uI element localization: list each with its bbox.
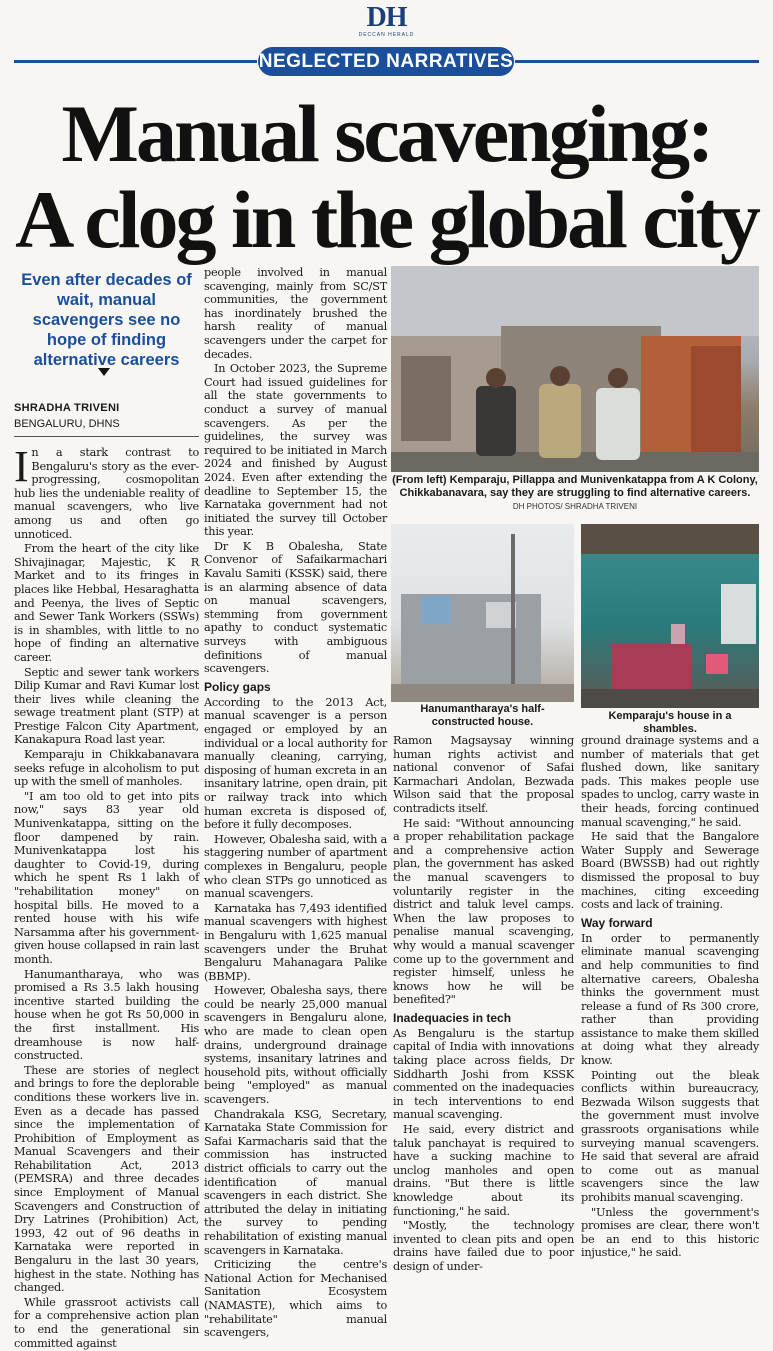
paragraph: However, Obalesha said, with a staggering number of apartment complexes in Bengaluru, people who clean STPs go unnoticed as manual scavengers. [204,832,387,901]
photo-credit: DH PHOTOS/ SHRADHA TRIVENI [512,502,638,511]
paragraph: Criticizing the centre's National Action for Mechanised Sanitation Ecosystem (NAMASTE), which aims to "rehabilitate" manual scavengers, [204,1258,387,1340]
paragraph: As Bengaluru is the startup capital of India with innovations taking place across fields, Dr Siddharth Joshi from KSSK commented on the inadequacies in tech interventions to end manual scavenging. [393,1026,574,1122]
paragraph: These are stories of neglect and brings to fore the deplorable conditions these workers live in. Even as a decade has passed since the implementation of Prohibition of Employment as Manual Scavengers and their Rehabilitation Act, 2013 (PEMSRA) and three decades since Employment of Manual Scavengers and Construction of Dry Latrines (Prohibition) Act, 1993, 42 out of 96 deaths in Karnataka were reported in Bengaluru in the last 30 years, highest in the state. Nothing has changed. [14,1063,199,1295]
paragraph: While grassroot activists call for a comprehensive action plan to end the generational sin committed against [14,1295,199,1350]
paragraph: Ramon Magsaysay winning human rights activist and national convenor of Safai Karmachari Andolan, Bezwada Wilson said that the proposal contradicts itself. [393,734,574,815]
section-tag: NEGLECTED NARRATIVES [258,47,514,76]
paragraph: From the heart of the city like Shivajinagar, Majestic, K R Market and to its fringes in places like Hebbal, Hesaraghatta and Peenya, the lives of Septic and Sewer Tank Workers (SSWs) is in shambles, with little to no hope of finding an alternative career. [14,542,199,664]
paragraph: "Unless the government's promises are clear, there won't be an end to this historic injustice," he said. [581,1205,759,1260]
subhead-policy-gaps: Policy gaps [204,679,271,694]
main-photo [391,266,759,472]
house-photo [391,524,574,702]
drop-cap: I [14,442,29,491]
paragraph: According to the 2013 Act, manual scavenger is a person engaged or employed by an individual or a local authority for manually cleaning, carrying, disposing of human excreta in an insanitary latrine, open drain, pit or railway track into which human excreta is disposed of, before it fully decomposes. [204,695,387,832]
paragraph: Hanumantharaya, who was promised a Rs 3.5 lakh housing incentive started building the house when he got Rs 50,000 in the first installment. His dreamhouse is now half-constructed. [14,967,199,1063]
article-column-4 [581,734,759,1261]
paragraph: He said that the Bangalore Water Supply and Sewerage Board (BWSSB) had out rightly dismissed the proposal to buy machines, citing exceeding costs and lack of training. [581,830,759,912]
byline-place: BENGALURU, DHNS [14,418,120,430]
paragraph: Chandrakala KSG, Secretary, Karnataka State Commission for Safai Karmacharis said that the commission has instructed district officials to carry out the identification of manual scavengers in each district. She attributed the delay in initiating the survey to pending rehabilitation of existing manual scavengers in Karnataka. [204,1107,387,1257]
paragraph: "Mostly, the technology invented to clean pits and open drains have failed due to poor design of under- [393,1219,574,1273]
article-column-3 [393,734,574,1275]
logo-mark: DH [366,2,407,33]
room-photo-caption: Kemparaju's house in a shambles. [608,710,732,735]
headline-line-2: A clog in the global city [15,174,758,265]
article-column-2 [204,266,387,1341]
paragraph: Pointing out the bleak conflicts within bureaucracy, Bezwada Wilson suggests that the government must involve grassroots organisations while surveying manual scavengers. He said that several are afraid to come out as manual scavengers since the law prohibits manual scavenging. [581,1068,759,1204]
paragraph: "I am too old to get into pits now," says 83 year old Munivenkatappa, sitting on the floor dampened by rain. Munivenkatappa lost his daughter to Covid-19, during which he spent Rs 1 lakh of "rehabilitation money" on hospital bills. He moved to a rented house with his wife Narsamma after his government-given house collapsed in rain last month. [14,789,199,966]
arrow-down-icon [98,368,110,376]
paragraph: Kemparaju in Chikkabanavara seeks refuge in alcoholism to put up with the smell of manholes. [14,748,199,789]
paragraph: Karnataka has 7,493 identified manual scavengers with highest in Bengaluru with 1,625 manual scavengers under the Bruhat Bengaluru Mahanagara Palike (BBMP). [204,901,387,983]
paragraph: Dr K B Obalesha, State Convenor of Safaikarmachari Kavalu Samiti (KSSK) said, there is an alarming absence of data on manual scavengers, stemming from government apathy to conduct systematic surveys with ambiguous definitions of manual scavengers. [204,539,387,676]
paragraph: He said: "Without announcing a proper rehabilitation package and a comprehensive action plan, the government has asked the manual scavengers to voluntarily register in the district and taluk level camps. When the law proposes to penalise manual scavenging, why would a manual scavenger come up to the government and register himself, unless he knows how he will be benefited?" [393,816,574,1007]
subhead-way-forward: Way forward [581,915,653,930]
subhead-inadequacies-in-tech: Inadequacies in tech [393,1010,512,1025]
article-column-1 [14,442,199,1351]
logo-subtitle: DECCAN HERALD [358,32,415,38]
paragraph: people involved in manual scavenging, mainly from SC/ST communities, the government has inordinately brushed the harsh reality of manual scavengers under the carpet for decades. [204,266,387,361]
main-photo-caption: (From left) Kemparaju, Pillappa and Munivenkatappa from A K Colony, Chikkabanavara, say they are struggling to find alternative careers. [392,474,758,499]
section-rule-right [515,60,759,63]
byline [14,400,199,432]
house-photo-illustration [391,524,574,702]
paragraph: ground drainage systems and a number of materials that get flushed down, like sanitary pads. This makes people use spades to unclog, carry waste in their heads, forcing continued manual scavenging," he said. [581,734,759,829]
masthead-logo [0,4,773,38]
room-photo-illustration [581,524,759,708]
byline-divider [14,436,199,437]
paragraph: However, Obalesha says, there could be nearly 25,000 manual scavengers in Bengaluru alone, who are made to clean open drains, underground drainage systems, insanitary latrines and household pits, without officially being "employed" as manual scavengers. [204,984,387,1107]
paragraph: In October 2023, the Supreme Court had issued guidelines for all the state governments to conduct a survey of manual scavengers. As per the guidelines, the survey was required to be initiated in March 2024 and finished by August 2024. Even after extending the deadline to September 15, the Karnataka government had not initiated the survey till October this year. [204,362,387,539]
paragraph: Septic and sewer tank workers Dilip Kumar and Ravi Kumar lost their lives while cleaning the sewage treatment plant (STP) at Prestige Falcon City Apartment, Kanakapura Road last year. [14,665,199,747]
dek: Even after decades of wait, manual scavengers see no hope of finding alternative careers [21,271,192,369]
byline-name: SHRADHA TRIVENI [14,402,120,414]
paragraph: In a stark contrast to Bengaluru's story as the ever-progressing, cosmopolitan hub lies the undeniable reality of manual scavengers, who live among us and often go unnoticed. [14,442,199,541]
paragraph: In order to permanently eliminate manual scavenging and help communities to find alternative careers, Obalesha thinks the government must release a fund of Rs 300 crore, rather than providing assistance to make them skilled at doing what they already know. [581,931,759,1068]
section-rule-left [14,60,257,63]
house-photo-caption: Hanumantharaya's half-constructed house. [420,703,545,728]
main-photo-illustration [391,266,759,472]
paragraph: He said, every district and taluk panchayat is required to have a sucking machine to unclog manholes and open drains. "But there is little knowledge about its functioning," he said. [393,1123,574,1218]
headline-line-1: Manual scavenging: [61,88,712,179]
room-photo [581,524,759,708]
